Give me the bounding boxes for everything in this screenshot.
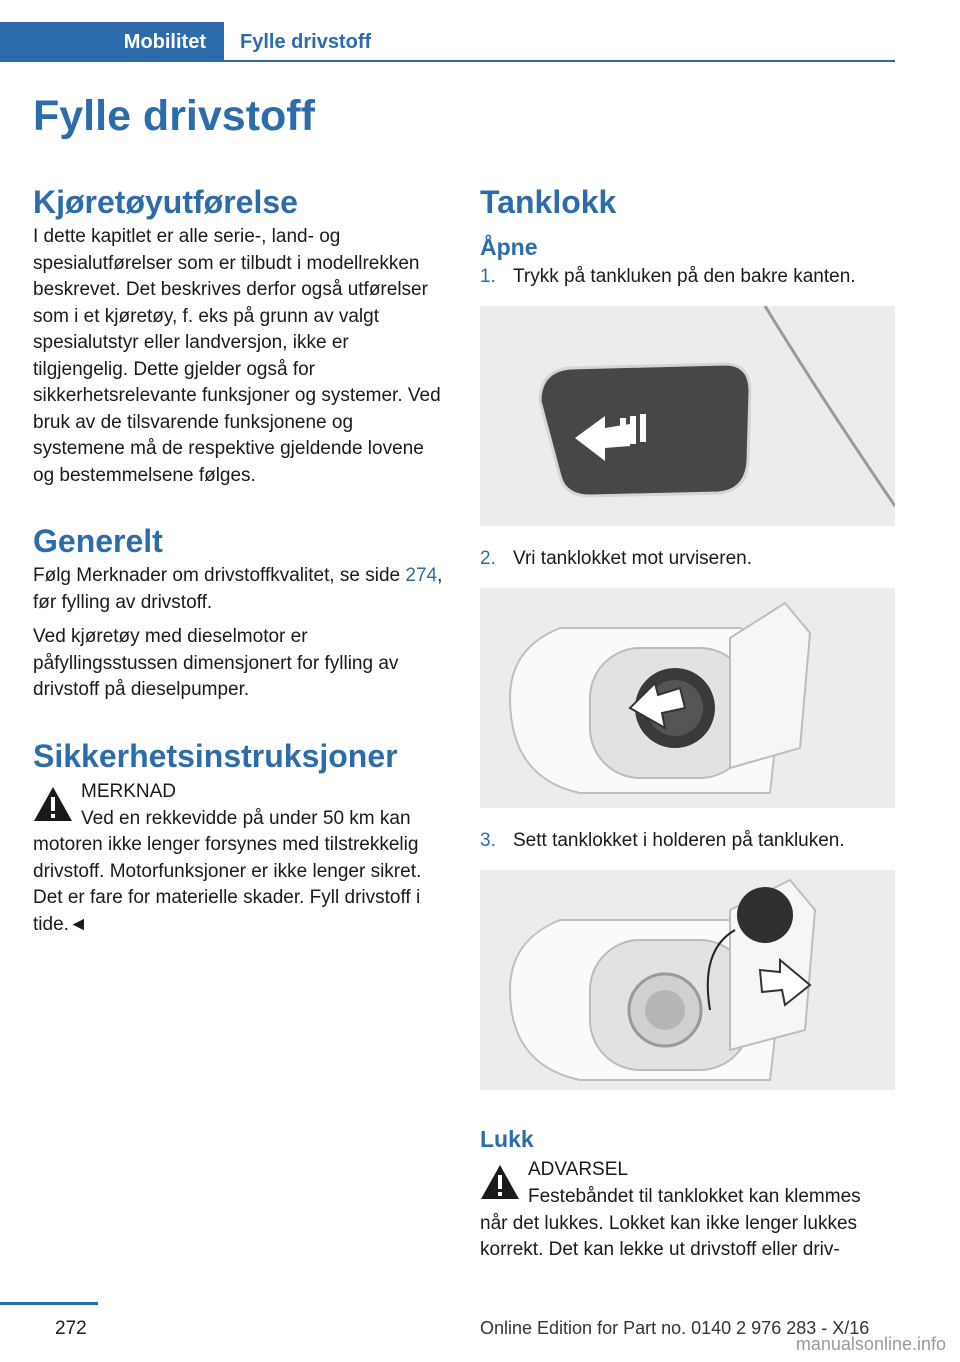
step-3 (480, 828, 895, 854)
section-tab[interactable]: Mobilitet (0, 22, 224, 62)
warning-label: ADVARSEL (528, 1159, 628, 1180)
heading-general: Generelt (33, 523, 163, 559)
warning-text: når det lukkes. Lokket kan ikke lenger lukkes korrekt. Det kan lekke ut drivstoff eller driv- (480, 1212, 858, 1260)
footer-divider (0, 1302, 98, 1305)
heading-close: Lukk (480, 1126, 534, 1152)
warning-box (480, 1156, 895, 1264)
page-title: Fylle drivstoff (33, 92, 315, 140)
general-paragraph-2: Ved kjøretøy med dieselmotor er påfyllingsstussen dimensjonert for fylling av drivstoff på dieselpumper. (33, 626, 399, 700)
step-text: Sett tanklokket i holderen på tankluken. (513, 830, 845, 851)
page-link-274[interactable]: 274 (405, 565, 438, 586)
notice-text: motoren ikke lenger forsynes med tilstrekkelig drivstoff. Motorfunksjoner er ikke lenger sikret. Det er fare for materielle skader. Fyll drivstoff i tide.◄ (33, 834, 422, 935)
general-text-b: , før fylling av drivstoff. (33, 565, 443, 613)
warning-triangle-icon (480, 1164, 520, 1200)
general-text-a: Følg Merknader om drivstoffkvalitet, se side (33, 565, 406, 586)
step-1 (480, 264, 895, 290)
chapter-tab[interactable]: Fylle drivstoff (240, 31, 372, 53)
fuel-cap-holder-image (480, 870, 895, 1090)
fuel-flap-press-image (480, 306, 895, 526)
right-column (480, 180, 895, 1264)
step-number: 3. (480, 830, 496, 851)
step-text: Trykk på tankluken på den bakre kanten. (513, 266, 856, 287)
notice-box (33, 778, 448, 939)
warning-triangle-icon (33, 786, 73, 822)
vehicle-version-text: I dette kapitlet er alle serie-, land- og spesialutførelser som er tilbudt i modellrekken beskrevet. Det beskrives derfor også utførelser som i et kjøretøy, f. eks på grunn av valgt spesialutstyr eller landversjon, ikke er tilgjengelig. Dette gjelder også for sikkerhetsrelevante funksjoner og systemer. Ved bruk av de tilsvarende funksjonene og systemene må de respektive gjeldende lovene og bestemmelsene følges. (33, 226, 441, 486)
header-tabbar (0, 22, 895, 62)
general-paragraph-1 (33, 563, 448, 616)
heading-fuel-cap: Tanklokk (480, 184, 617, 220)
notice-first-line: Ved en rekkevidde på under 50 km kan (81, 807, 411, 829)
heading-safety: Sikkerhetsinstruksjoner (33, 737, 398, 774)
edition-text: Online Edition for Part no. 0140 2 976 283 - X/16 (480, 1318, 870, 1338)
step-2 (480, 546, 895, 572)
header-divider (224, 60, 895, 62)
fuel-cap-turn-image (480, 588, 895, 808)
step-number: 1. (480, 266, 496, 287)
watermark: manualsonline.info (795, 1334, 946, 1354)
heading-open: Åpne (480, 234, 538, 260)
page-number: 272 (55, 1318, 87, 1339)
notice-label: MERKNAD (81, 780, 177, 802)
step-number: 2. (480, 548, 496, 569)
step-text: Vri tanklokket mot urviseren. (513, 548, 752, 569)
warning-first-line: Festebåndet til tanklokket kan klemmes (528, 1186, 861, 1207)
heading-vehicle-version: Kjøretøyutførelse (33, 184, 298, 220)
left-column (33, 180, 448, 938)
